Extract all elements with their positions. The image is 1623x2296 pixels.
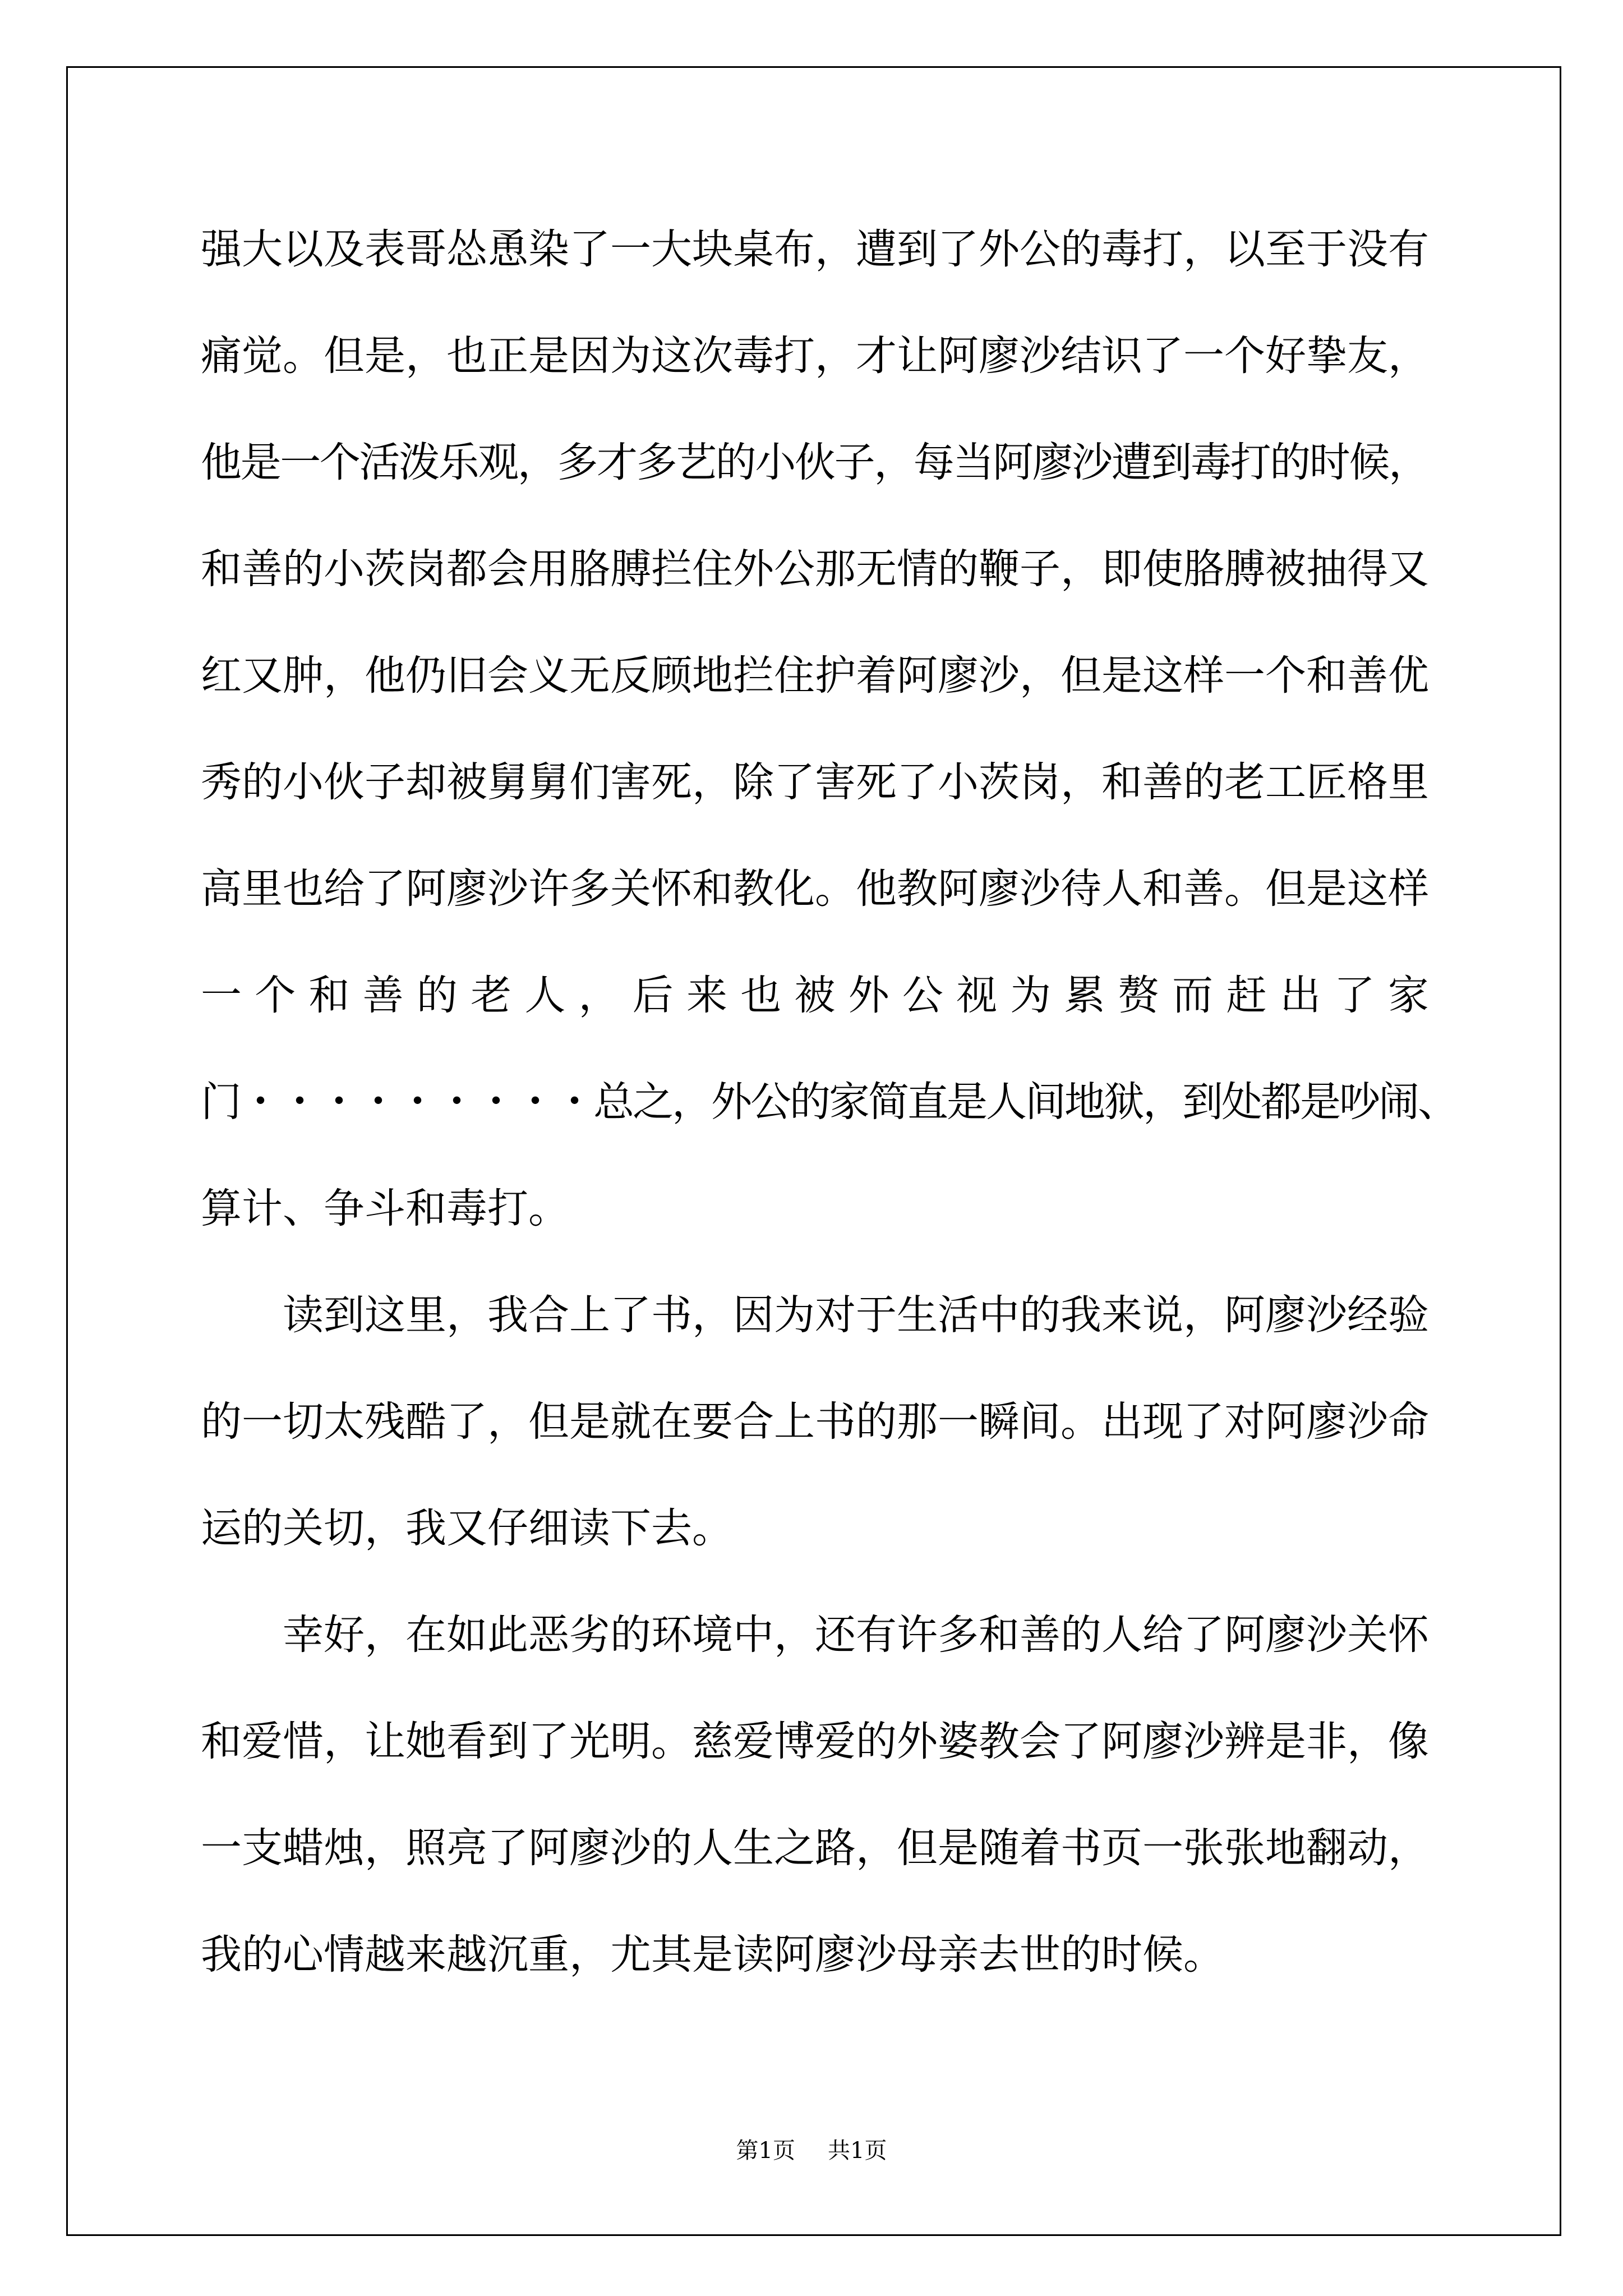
text-char: 个	[255, 972, 296, 1019]
text-char: 赶	[1226, 972, 1267, 1019]
text-line: 强大以及表哥怂恿染了一大块桌布，遭到了外公的毒打，以至于没有	[201, 226, 1429, 273]
text-char: 善	[362, 972, 404, 1019]
paragraph	[201, 1262, 1429, 1582]
text-line: 痛觉。但是，也正是因为这次毒打，才让阿廖沙结识了一个好挚友，	[201, 332, 1429, 380]
document-body	[201, 196, 1457, 2008]
text-char: 也	[740, 972, 782, 1019]
text-char: 一	[201, 972, 242, 1019]
text-char: 视	[956, 972, 998, 1019]
text-char: 公	[902, 972, 943, 1019]
text-char: 出	[1280, 972, 1321, 1019]
text-line: 运的关切，我又仔细读下去。	[201, 1504, 733, 1552]
text-line: 的一切太残酷了，但是就在要合上书的那一瞬间。出现了对阿廖沙命	[201, 1398, 1429, 1446]
text-line: 秀的小伙子却被舅舅们害死，除了害死了小茨岗，和善的老工匠格里	[201, 758, 1429, 806]
text-line: 和善的小茨岗都会用胳膊拦住外公那无情的鞭子，即使胳膊被抽得又	[201, 545, 1429, 593]
text-char: 老	[471, 972, 512, 1019]
text-char: 为	[1010, 972, 1052, 1019]
page-total: 共1页	[828, 2138, 887, 2164]
text-line: 一支蜡烛，照亮了阿廖沙的人生之路，但是随着书页一张张地翻动，	[201, 1824, 1429, 1872]
text-char: 累	[1064, 972, 1105, 1019]
text-char: 赘	[1118, 972, 1159, 1019]
text-line: 和爱惜，让她看到了光明。慈爱博爱的外婆教会了阿廖沙辨是非，像	[201, 1718, 1429, 1765]
text-line	[201, 942, 1429, 1049]
text-line: 幸好，在如此恶劣的环境中，还有许多和善的人给了阿廖沙关怀	[283, 1611, 1429, 1659]
text-line: 红又肿，他仍旧会义无反顾地拦住护着阿廖沙，但是这样一个和善优	[201, 652, 1429, 700]
text-char: 后	[632, 972, 674, 1019]
text-char: 外	[848, 972, 889, 1019]
text-char: 和	[308, 972, 350, 1019]
text-char: 了	[1334, 972, 1375, 1019]
page-footer	[0, 2137, 1623, 2165]
text-char: 的	[416, 972, 458, 1019]
paragraph	[201, 1582, 1429, 2008]
text-line: 我的心情越来越沉重，尤其是读阿廖沙母亲去世的时候。	[201, 1931, 1224, 1978]
text-char: 家	[1387, 972, 1429, 1019]
paragraph	[201, 196, 1457, 1262]
page-number: 第1页	[736, 2138, 795, 2164]
text-char: ，	[578, 972, 620, 1019]
text-char: 人	[524, 972, 566, 1019]
text-line: 他是一个活泼乐观，多才多艺的小伙子，每当阿廖沙遭到毒打的时候，	[201, 439, 1428, 486]
text-char: 而	[1172, 972, 1213, 1019]
text-line: 读到这里，我合上了书，因为对于生活中的我来说，阿廖沙经验	[283, 1291, 1429, 1339]
text-char: 来	[686, 972, 727, 1019]
text-line: 算计、争斗和毒打。	[201, 1185, 569, 1232]
text-line: 高里也给了阿廖沙许多关怀和教化。他教阿廖沙待人和善。但是这样	[201, 865, 1429, 913]
text-char: 被	[794, 972, 836, 1019]
text-line: 门・・・・・・・・・总之，外公的家简直是人间地狱，到处都是吵闹、	[201, 1078, 1457, 1126]
